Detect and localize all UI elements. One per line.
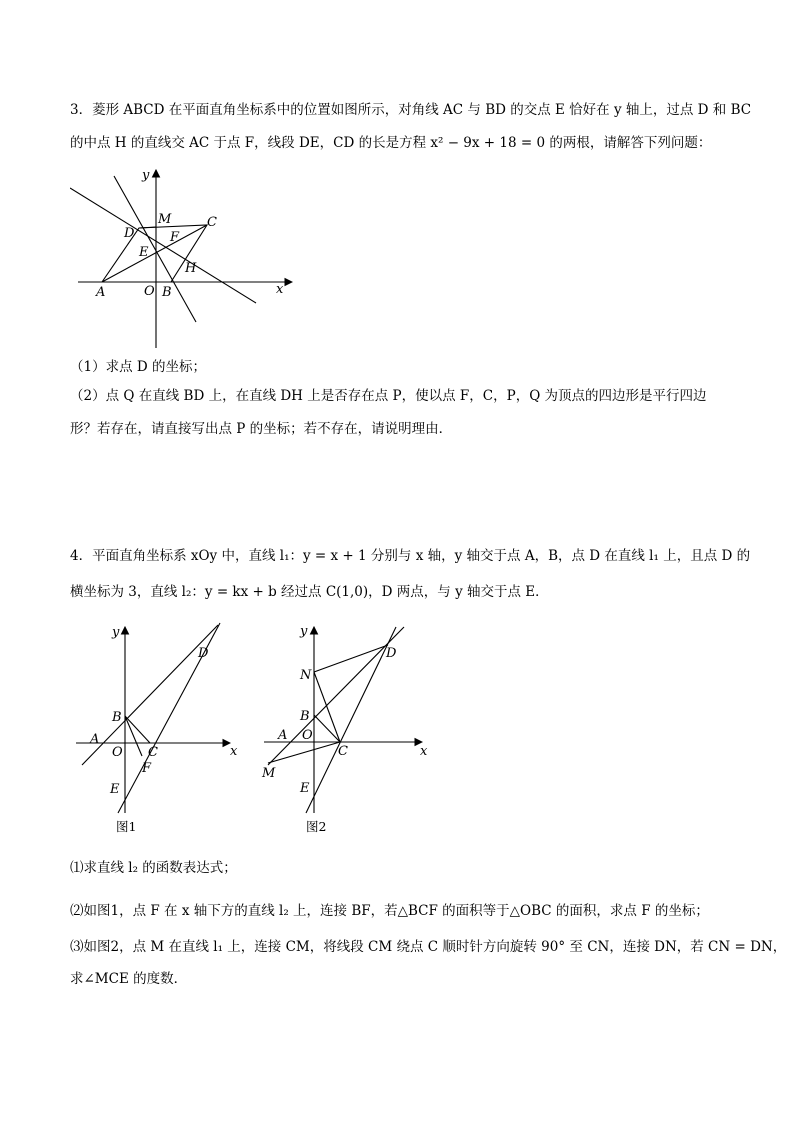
q3-label-d: D [124,226,135,241]
q4f1-segment-bc [125,716,150,743]
q4f2-label-c: C [338,744,348,759]
q3-label-f: F [170,230,180,245]
q4f2-label-x: x [420,744,428,759]
q4f1-label-x: x [230,744,238,759]
q4-sub2: ⑵如图1，点 F 在 x 轴下方的直线 l₂ 上，连接 BF，若△BCF 的面积等于△OBC 的面积，求点 F 的坐标； [70,903,709,919]
q4f1-label-b: B [112,710,122,725]
q4f1-label-f: F [142,761,152,776]
q3-stem-line2: 的中点 H 的直线交 AC 于点 F，线段 DE，CD 的长是方程 x² − 9x + 18 = 0 的两根，请解答下列问题： [70,135,712,151]
q4f1-label-c: C [148,745,158,760]
q4f1-label-e: E [110,782,120,797]
q4f2-label-y: y [300,624,308,639]
q4f1-label-d: D [198,646,209,661]
q3-label-x: x [276,282,284,297]
q4f2-segment-nd [314,645,388,672]
q4f2-label-a: A [278,728,288,743]
q4f2-label-m: M [262,766,276,781]
q4-figure-1 [70,615,250,845]
q4f2-segment-nc [314,672,340,742]
q3-label-b: B [162,285,172,300]
q4f2-label-n: N [300,668,312,683]
q4-sub3-line1: ⑶如图2，点 M 在直线 l₁ 上，连接 CM，将线段 CM 绕点 C 顺时针方向旋转 90° 至 CN，连接 DN，若 CN = DN， [70,939,787,955]
q4f1-label-a: A [90,732,100,747]
q4f1-segment-bf [125,716,142,756]
q4-stem-line1: 4．平面直角坐标系 xOy 中，直线 l₁：y = x + 1 分别与 x 轴，y 轴交于点 A，B，点 D 在直线 l₁ 上，且点 D 的 [70,548,751,564]
q3-label-a: A [96,285,106,300]
q4f2-segment-bc [314,715,340,742]
q4f2-label-b: B [300,709,310,724]
q3-sub2-line2: 形？若存在，请直接写出点 P 的坐标；若不存在，请说明理由． [70,421,453,437]
q4f2-segment-mc [268,742,340,763]
q4f2-label-d: D [386,646,397,661]
q3-figure [70,160,310,360]
q3-line-bd [114,176,196,322]
q4f2-label-o: O [302,728,313,743]
q3-stem-line1: 3．菱形 ABCD 在平面直角坐标系中的位置如图所示，对角线 AC 与 BD 的交点 E 恰好在 y 轴上，过点 D 和 BC [70,102,752,118]
q4f2-label-e: E [300,781,310,796]
q4-sub1: ⑴求直线 l₂ 的函数表达式； [70,860,237,876]
q3-label-c: C [207,215,217,230]
q4-stem-line2: 横坐标为 3，直线 l₂：y = kx + b 经过点 C(1,0)，D 两点，与 y 轴交于点 E． [70,584,549,600]
q3-label-m: M [158,212,172,227]
q3-sub1: （1）求点 D 的坐标； [70,359,206,375]
q3-label-o: O [144,284,155,299]
q4f1-caption: 图1 [116,819,137,834]
q4f1-label-o: O [112,745,123,760]
q4f2-line-l1 [268,627,404,765]
q4f2-caption: 图2 [306,819,327,834]
q4-sub3-line2: 求∠MCE 的度数． [70,971,188,987]
q4f1-label-y: y [112,625,120,640]
q3-label-h: H [185,261,197,276]
q4-figure-2 [258,615,438,845]
q3-label-y: y [142,168,150,183]
q3-sub2-line1: （2）点 Q 在直线 BD 上，在直线 DH 上是否存在点 P，使以点 F，C，P，Q 为顶点的四边形是平行四边 [70,388,707,404]
q3-label-e: E [139,245,149,260]
